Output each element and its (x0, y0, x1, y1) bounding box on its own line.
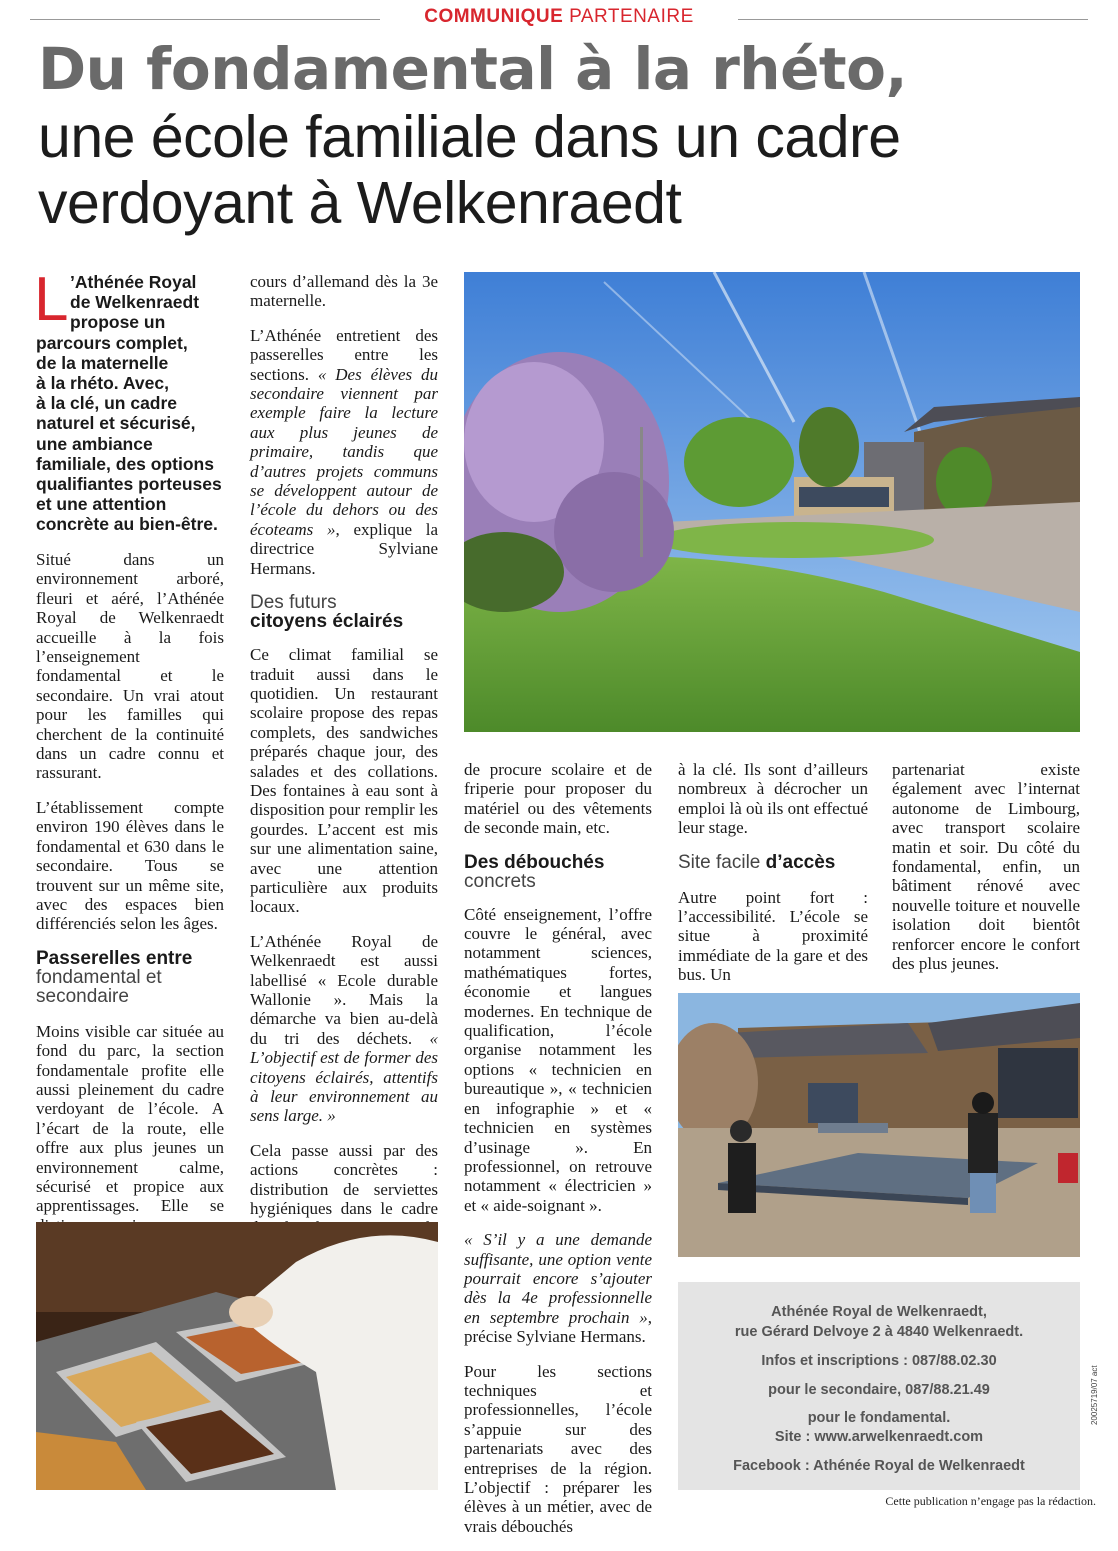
paragraph: Pour les sections techniques et professionnelles, l’école s’appuie sur des partenariats avec des entreprises de la région. L’objectif : préparer les élèves à un métier, avec de vrais débouchés (464, 1361, 652, 1536)
column-1 (36, 550, 224, 1250)
disclaimer: Cette publication n’engage pas la rédaction. (885, 1494, 1096, 1508)
intro-line: une ambiance (36, 433, 153, 454)
paragraph: « S’il y a une demande suffisante, une option vente pourrait encore s’ajouter dès la 4e professionnelle en septembre prochain », précise Sylviane Hermans. (464, 1230, 652, 1347)
contact-phone-secondary: Infos et inscriptions : 087/88.02.30 (761, 1353, 997, 1369)
contact-phone-fundamental: pour le secondaire, 087/88.21.49 (768, 1382, 990, 1398)
intro-line: à la rhéto. Avec, (36, 373, 169, 394)
intro-lead (34, 265, 236, 535)
paragraph: cours d’allemand dès la 3e maternelle. (250, 272, 438, 311)
intro-line: parcours complet, (36, 332, 188, 353)
column-2 (250, 272, 438, 1292)
subheading-debouches: Des débouchés concrets (464, 851, 605, 892)
intro-line: de Welkenraedt (70, 292, 200, 313)
subheading-acces: Site facile d’accès (678, 851, 836, 873)
intro-line: qualifiantes porteuses (36, 474, 222, 495)
intro-line: familiale, des options (36, 453, 214, 474)
contact-facebook[interactable]: Facebook : Athénée Royal de Welkenraedt (733, 1458, 1025, 1474)
paragraph: L’établissement compte environ 190 élèves dans le fondamental et 630 dans le secondaire. Tous se trouvent sur un même site, avec des espaces bien différenciés selon les âges. (36, 797, 224, 934)
paragraph: de procure scolaire et de friperie pour proposer du matériel ou des vêtements de seconde main, etc. (464, 760, 652, 838)
column-5 (892, 760, 1080, 988)
side-reference: 20025719/07 act (1090, 1365, 1099, 1425)
subheading-passerelles: Passerelles entre fondamental et secondaire (36, 947, 193, 1007)
paragraph: à la clé. Ils sont d’ailleurs nombreux à décrocher un emploi là où ils ont effectué leur stage. (678, 760, 868, 838)
contact-box (678, 1282, 1080, 1490)
paragraph: L’Athénée Royal de Welkenraedt est aussi labellisé « Ecole durable Wallonie ». Mais la démarche va bien au-delà du tri des déchets. « L’objectif est de former des citoyens éclairés, attentifs à leur environnement au sens large. » (250, 931, 438, 1126)
campus-photo (464, 272, 1080, 732)
paragraph: Situé dans un environnement arboré, fleuri et aéré, l’Athénée Royal de Welkenraedt accueille à la fois l’enseignement fondamental et le secondaire. Un vrai atout pour les familles qui cherchent de la continuité dans un cadre connu et rassurant. (36, 550, 224, 783)
contact-name: Athénée Royal de Welkenraedt, (771, 1304, 987, 1320)
paragraph: Moins visible car située au fond du parc, la section fondamentale profite elle aussi pleinement du cadre verdoyant de l’école. A l’écart de la route, elle offre aux plus jeunes un environnement calme, sécurisé et propice aux apprentissages. Elle se (36, 1021, 224, 1216)
paragraph: L’Athénée entretient des passerelles entre les sections. « Des élèves du secondaire viennent par exemple faire la lecture aux plus jeunes de primaire, tandis que d’autres projets communs se développent autour de l’école du dehors ou des écoteams », explique la directrice Sylviane Hermans. (250, 325, 438, 578)
pingpong-photo (678, 993, 1080, 1257)
contact-website[interactable]: Site : www.arwelkenraedt.com (774, 1429, 984, 1445)
paragraph: Cela passe aussi par des actions concrètes : distribution de serviettes hygiéniques dans le cadre (250, 1140, 438, 1219)
column-4 (678, 760, 868, 1000)
headline-sub: une école familiale dans un cadre verdoyant à Welkenraedt (38, 104, 901, 236)
paragraph: partenariat existe également avec l’internat autonome de Limbourg, avec transport scolaire matin et soir. Du côté du fondamental, enfin, un bâtiment rénové avec nouvelle toiture et nouvelle isolation doit bientôt renforcer encore le confort des plus jeunes. (892, 760, 1080, 974)
column-3 (464, 760, 652, 1551)
headline-main: Du fondamental à la rhéto, (38, 35, 908, 103)
intro-line: et une attention (36, 494, 167, 515)
contact-note: pour le fondamental. (807, 1410, 951, 1426)
intro-line: propose un (70, 312, 166, 333)
canteen-photo (36, 1222, 438, 1490)
intro-line: à la clé, un cadre (36, 393, 178, 414)
subheading-citoyens: Des futurs citoyens éclairés (250, 592, 404, 633)
paragraph: Autre point fort : l’accessibilité. L’école se situe à proximité immédiate de la gare et des bus. Un (678, 887, 868, 985)
contact-address: rue Gérard Delvoye 2 à 4840 Welkenraedt. (734, 1324, 1024, 1340)
paragraph: Côté enseignement, l’offre couvre le général, avec notamment sciences, mathématiques fortes, économie et langues modernes. En technique de qualification, l’école organise notamment les options « technicien en bureautique », « technicien en infographie » et « technicien en systèmes d’usinage ». En professionnel, on retrouve notamment « électricien » et « aide-soignant ». (464, 904, 652, 1215)
drop-cap: L (34, 265, 69, 334)
intro-line: concrète au bien-être. (36, 514, 218, 535)
kicker: COMMUNIQUE PARTENAIRE (380, 6, 738, 28)
intro-line: de la maternelle (36, 352, 169, 373)
paragraph: Ce climat familial se traduit aussi dans le quotidien. Un restaurant scolaire propose des repas complets, des sandwiches préparés chaque jour, des salades et des collations. Des fontaines à eau sont à disposition pour remplir les gourdes. L’accent est mis sur une alimentation saine, avec une attention particulière aux produits locaux. (250, 645, 438, 917)
intro-line: ’Athénée Royal (70, 272, 197, 292)
intro-line: naturel et sécurisé, (36, 413, 196, 434)
